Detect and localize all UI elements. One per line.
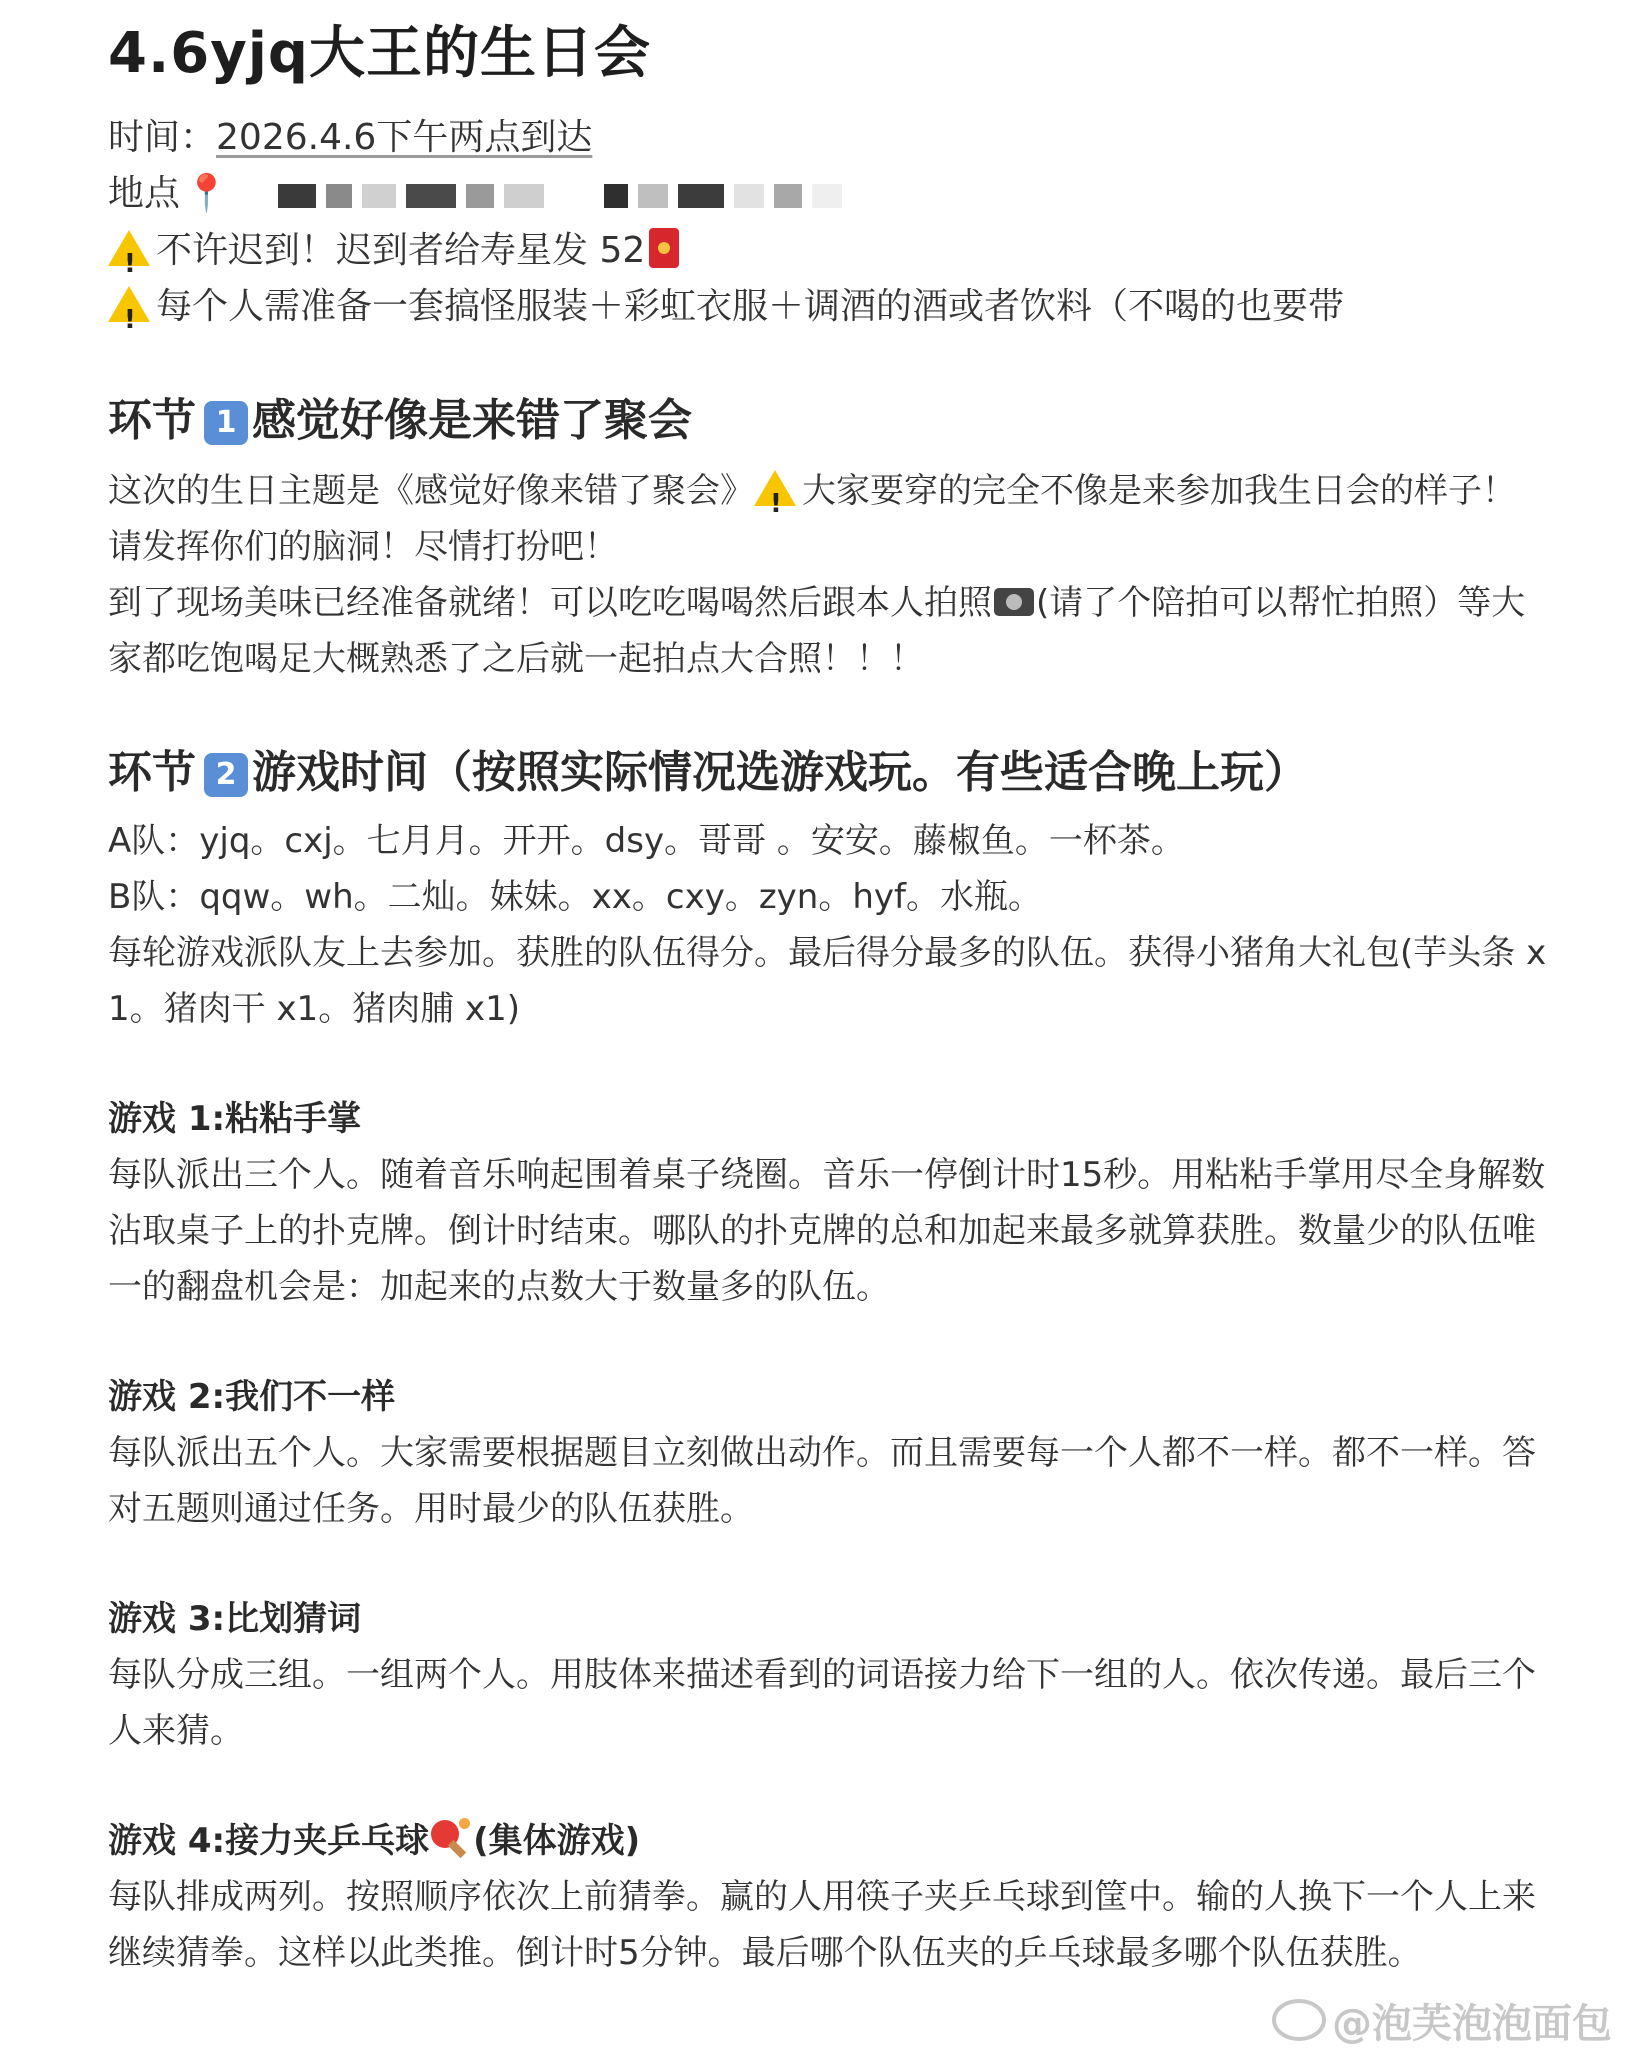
section-1-name: 感觉好像是来错了聚会: [252, 395, 692, 446]
theme-text-a: 这次的生日主题是《感觉好像来错了聚会》: [108, 471, 754, 511]
rule-prepare: [108, 279, 1548, 335]
photo-text-b: (请了个陪拍可以帮忙拍照）等大家都吃饱喝足大概熟悉了之后就一起拍点大合照！！！: [108, 583, 1526, 679]
game-4-suffix: (集体游戏): [473, 1821, 641, 1861]
game-4-desc: 每队排成两列。按照顺序依次上前猜拳。赢的人用筷子夹乒乓球到筐中。输的人换下一个人上来继续猜拳。这样以此类推。倒计时5分钟。最后哪个队伍夹的乒乓球最多哪个队伍获胜。: [108, 1877, 1536, 1973]
round-pushpin-icon: 📍: [184, 173, 229, 214]
game-4-title: [108, 1813, 1548, 1869]
game-3-title: 游戏 3:比划猜词: [108, 1599, 362, 1639]
game-4-name: 游戏 4:接力夹乒乓球: [108, 1821, 430, 1861]
game-2-title: 游戏 2:我们不一样: [108, 1377, 396, 1417]
keycap-1-icon: 1: [204, 401, 248, 445]
camera-icon: [994, 588, 1034, 616]
weibo-icon: [1272, 1999, 1326, 2041]
section-2-name: 游戏时间（按照实际情况选游戏玩。有些适合晚上玩）: [252, 747, 1308, 798]
section-1-prefix: 环节: [108, 395, 196, 446]
time-label: 时间：: [108, 117, 217, 158]
rule-late: [108, 223, 1548, 279]
place-label: 地点: [108, 173, 181, 214]
time-value: 2026.4.6下午两点到达: [216, 117, 593, 158]
warning-icon: [754, 470, 796, 506]
section-2-title: [108, 741, 1548, 805]
red-envelope-icon: [649, 228, 679, 268]
scoring-rule: 每轮游戏派队友上去参加。获胜的队伍得分。最后得分最多的队伍。获得小猪角大礼包(芋头条 x 1。猪肉干 x1。猪肉脯 x1): [108, 933, 1547, 1029]
theme-text-b: 大家要穿的完全不像是来参加我生日会的样子！请发挥你们的脑洞！尽情打扮吧！: [108, 471, 1516, 567]
watermark: [1272, 1992, 1612, 2049]
warning-icon: [108, 230, 150, 266]
team-b: B队：qqw。wh。二灿。妹妹。xx。cxy。zyn。hyf。水瓶。: [108, 877, 1042, 917]
section-1-theme: [108, 463, 1548, 575]
note-page: [108, 18, 1548, 1981]
rule-prepare-text: 每个人需准备一套搞怪服装＋彩虹衣服＋调酒的酒或者饮料（不喝的也要带: [156, 286, 1345, 327]
team-a: A队：yjq。cxj。七月月。开开。dsy。哥哥 。安安。藤椒鱼。一杯茶。: [108, 821, 1185, 861]
watermark-text: @泡芙泡泡面包: [1332, 2001, 1612, 2047]
ping-pong-icon: [431, 1818, 471, 1858]
keycap-2-icon: 2: [204, 753, 248, 797]
section-1-photo: [108, 575, 1548, 687]
page-title: 4.6yjq大王的生日会: [108, 21, 651, 86]
warning-icon: [108, 286, 150, 322]
game-2-desc: 每队派出五个人。大家需要根据题目立刻做出动作。而且需要每一个人都不一样。都不一样。答对五题则通过任务。用时最少的队伍获胜。: [108, 1433, 1536, 1529]
section-1-title: [108, 389, 1548, 453]
game-1-title: 游戏 1:粘粘手掌: [108, 1099, 362, 1139]
redacted-address: [278, 167, 852, 223]
game-3-desc: 每队分成三组。一组两个人。用肢体来描述看到的词语接力给下一组的人。依次传递。最后三个人来猜。: [108, 1655, 1536, 1751]
place-line: [108, 166, 1548, 223]
photo-text-a: 到了现场美味已经准备就绪！可以吃吃喝喝然后跟本人拍照: [108, 583, 992, 623]
section-2-prefix: 环节: [108, 747, 196, 798]
time-line: [108, 110, 1548, 166]
game-1-desc: 每队派出三个人。随着音乐响起围着桌子绕圈。音乐一停倒计时15秒。用粘粘手掌用尽全身解数沾取桌子上的扑克牌。倒计时结束。哪队的扑克牌的总和加起来最多就算获胜。数量少的队伍唯一的翻盘机会是：加起来的点数大于数量多的队伍。: [108, 1155, 1546, 1307]
rule-late-text: 不许迟到！迟到者给寿星发 52: [156, 230, 646, 271]
